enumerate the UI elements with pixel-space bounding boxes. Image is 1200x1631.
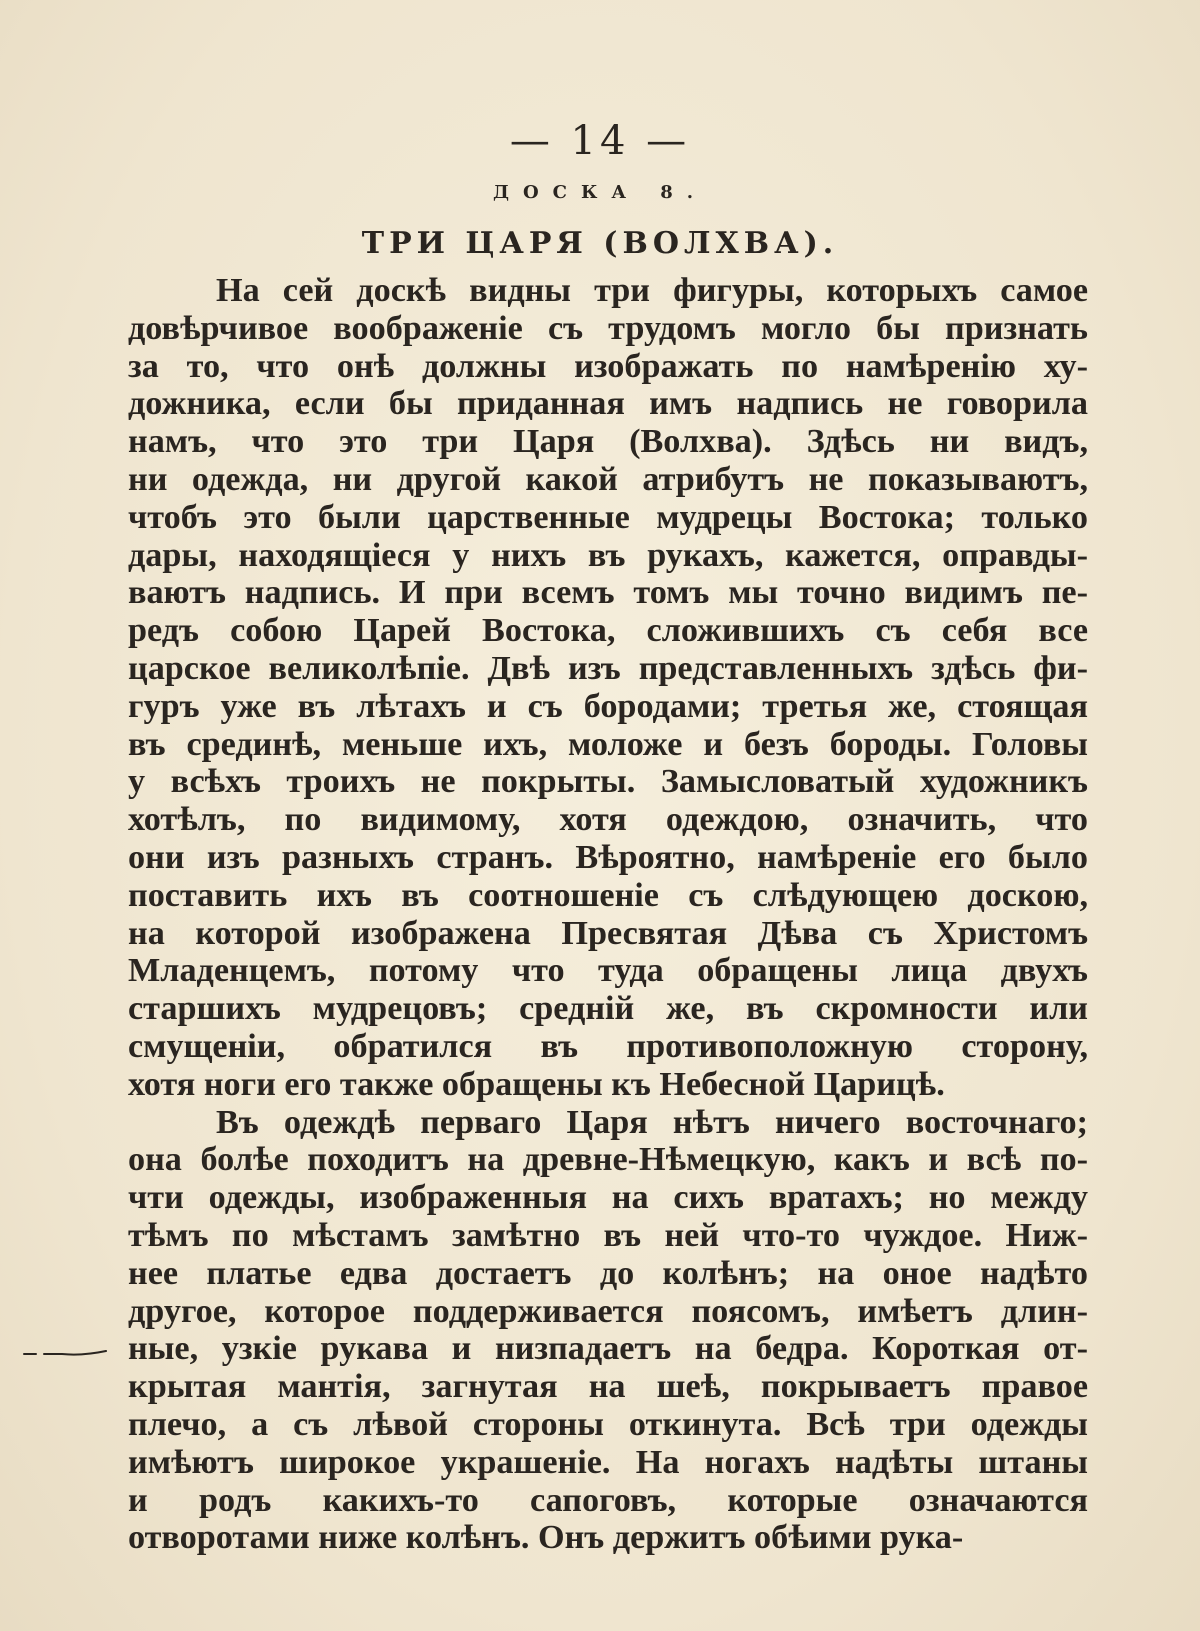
text-line: чти одежды, изображенныя на сихъ вратахъ; но между (128, 1179, 1088, 1217)
text-line: другое, которое поддерживается поясомъ, имѣетъ длин- (128, 1292, 1088, 1330)
marginal-pen-mark (22, 1350, 112, 1358)
text-line: Младенцемъ, потому что туда обращены лица двухъ (128, 952, 1088, 990)
text-line: хотя ноги его также обращены къ Небесной Царицѣ. (128, 1065, 945, 1103)
text-line: она болѣе походитъ на древне-Нѣмецкую, какъ и всѣ по- (128, 1141, 1088, 1179)
text-line: нее платье едва достаетъ до колѣнъ; на оное надѣто (128, 1254, 1088, 1292)
text-line: чтобъ это были царственные мудрецы Востока; только (128, 498, 1088, 536)
text-line: плечо, а съ лѣвой стороны откинута. Всѣ три одежды (128, 1405, 1088, 1443)
text-line: у всѣхъ троихъ не покрыты. Замысловатый художникъ (128, 763, 1088, 801)
text-line: они изъ разныхъ странъ. Вѣроятно, намѣренie его было (128, 838, 1088, 876)
text-line: дары, находящiеся у нихъ въ рукахъ, кажется, оправды- (128, 536, 1088, 574)
text-line: намъ, что это три Царя (Волхва). Здѣсь ни видъ, (128, 423, 1088, 461)
text-line: царское великолѣпie. Двѣ изъ представленныхъ здѣсь фи- (128, 649, 1088, 687)
text-line: старшихъ мудрецовъ; среднiй же, въ скромности или (128, 990, 1088, 1028)
paragraph (128, 272, 1088, 1104)
page-number: — 14 — (509, 118, 691, 164)
text-line: ни одежда, ни другой какой атрибутъ не показываютъ, (128, 460, 1088, 498)
text-line: Въ одеждѣ перваго Царя нѣтъ ничего восточнаго; (216, 1103, 1088, 1141)
plate-label: ДОСКА 8. (492, 182, 708, 203)
text-line: тѣмъ по мѣстамъ замѣтно въ ней что-то чуждое. Ниж- (128, 1216, 1088, 1254)
text-line: На сей доскѣ видны три фигуры, которыхъ самое (216, 272, 1088, 309)
text-line: ваютъ надпись. И при всемъ томъ мы точно видимъ пе- (128, 574, 1088, 612)
text-line: на которой изображена Пресвятая Дѣва съ Христомъ (128, 914, 1088, 952)
text-line: за то, что онѣ должны изображать по намѣренiю ху- (128, 347, 1088, 385)
text-line: гуръ уже въ лѣтахъ и съ бородами; третья же, стоящая (128, 687, 1088, 725)
text-line: хотѣлъ, по видимому, хотя одеждою, означить, что (128, 801, 1088, 839)
section-heading: ТРИ ЦАРЯ (ВОЛХВА). (361, 226, 839, 261)
text-line: отворотами ниже колѣнъ. Онъ держитъ обѣими рука- (128, 1519, 964, 1557)
body-text (128, 272, 1088, 1557)
text-line: редъ собою Царей Востока, сложившихъ съ себя все (128, 612, 1088, 650)
text-line: ные, узкie рукава и низпадаетъ на бедра. Короткая от- (128, 1330, 1088, 1368)
text-line: поставить ихъ въ соотношенie съ слѣдующею доскою, (128, 876, 1088, 914)
text-line: довѣрчивое воображенie съ трудомъ могло бы признать (128, 309, 1088, 347)
text-line: крытая мантiя, загнутая на шеѣ, покрываетъ правое (128, 1368, 1088, 1406)
text-line: въ срединѣ, меньше ихъ, моложе и безъ бороды. Головы (128, 725, 1088, 763)
text-line: смущенiи, обратился въ противоположную сторону, (128, 1027, 1088, 1065)
text-line: и родъ какихъ-то сапоговъ, которые означаются (128, 1481, 1088, 1519)
text-line: имѣютъ широкое украшенie. На ногахъ надѣты штаны (128, 1443, 1088, 1481)
text-line: дожника, если бы приданная имъ надпись не говорила (128, 385, 1088, 423)
paragraph (128, 1104, 1088, 1558)
